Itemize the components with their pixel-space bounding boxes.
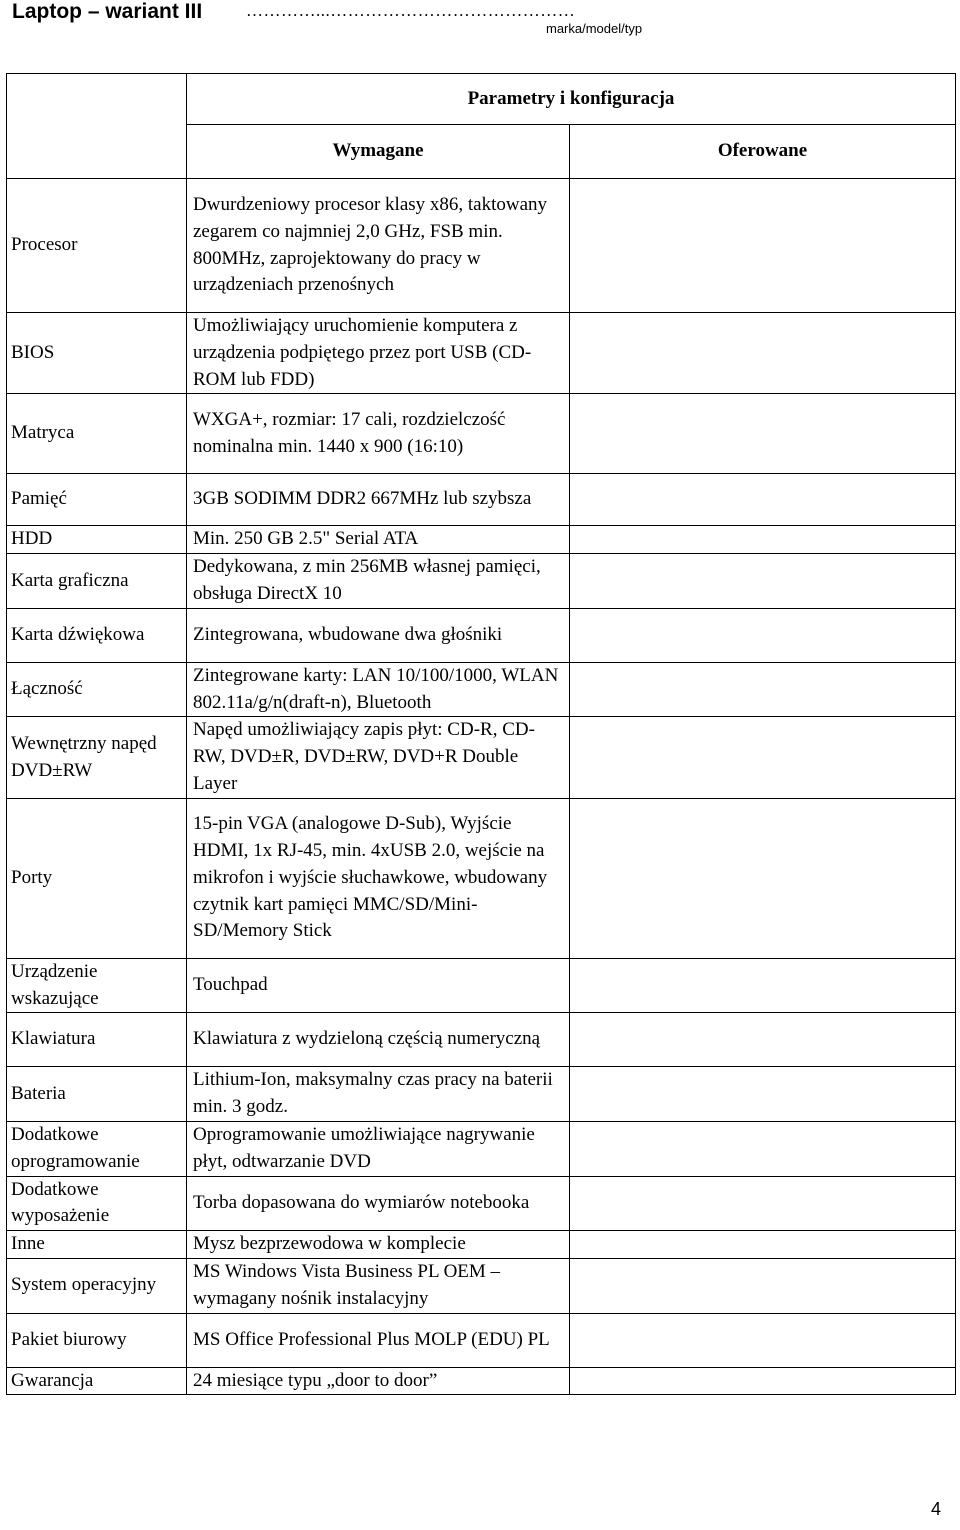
offered-value-cell[interactable] [570,1367,956,1395]
parameter-name-cell: HDD [7,526,187,554]
required-value-cell: Klawiatura z wydzieloną częścią numeryczną [187,1013,570,1067]
required-value-cell: Zintegrowane karty: LAN 10/100/1000, WLAN 802.11a/g/n(draft-n), Bluetooth [187,662,570,717]
offered-value-cell[interactable] [570,1067,956,1122]
offered-value-cell[interactable] [570,1176,956,1231]
parameter-name-cell: Urządzenie wskazujące [7,958,187,1013]
blank-corner-cell [7,125,187,179]
parameter-name-cell: System operacyjny [7,1258,187,1313]
blank-corner-cell [7,74,187,125]
parameter-name-cell: Pakiet biurowy [7,1313,187,1367]
offered-value-cell[interactable] [570,1231,956,1259]
parameter-name-cell: Karta dźwiękowa [7,608,187,662]
table-column-header-row [7,125,956,179]
offered-value-cell[interactable] [570,1313,956,1367]
parameter-name-cell: Dodatkowe oprogramowanie [7,1121,187,1176]
table-row [7,1258,956,1313]
required-value-cell: Oprogramowanie umożliwiające nagrywanie płyt, odtwarzanie DVD [187,1121,570,1176]
offered-value-cell[interactable] [570,394,956,474]
required-value-cell: WXGA+, rozmiar: 17 cali, rozdzielczość nominalna min. 1440 x 900 (16:10) [187,394,570,474]
spec-table [6,73,956,1395]
required-value-cell: Mysz bezprzewodowa w komplecie [187,1231,570,1259]
required-value-cell: Torba dopasowana do wymiarów notebooka [187,1176,570,1231]
title-fill-dots: …………...…………………………………… [246,1,576,20]
parameter-name-cell: Klawiatura [7,1013,187,1067]
table-row [7,798,956,958]
required-value-cell: Umożliwiający uruchomienie komputera z urządzenia podpiętego przez port USB (CD-ROM lub FDD) [187,313,570,394]
parameter-name-cell: Porty [7,798,187,958]
table-row [7,526,956,554]
table-row [7,1013,956,1067]
table-row [7,1121,956,1176]
parameter-name-cell: Wewnętrzny napęd DVD±RW [7,717,187,798]
table-row [7,179,956,313]
parameter-name-cell: Matryca [7,394,187,474]
required-value-cell: MS Windows Vista Business PL OEM – wymagany nośnik instalacyjny [187,1258,570,1313]
table-row [7,1067,956,1122]
required-value-cell: 15-pin VGA (analogowe D-Sub), Wyjście HDMI, 1x RJ-45, min. 4xUSB 2.0, wejście na mikrofon i wyjście słuchawkowe, wbudowany czytnik kart pamięci MMC/SD/Mini-SD/Memory Stick [187,798,570,958]
required-value-cell: Zintegrowana, wbudowane dwa głośniki [187,608,570,662]
required-value-cell: Min. 250 GB 2.5" Serial ATA [187,526,570,554]
table-row [7,1313,956,1367]
parameters-header: Parametry i konfiguracja [187,74,956,125]
table-row [7,662,956,717]
offered-value-cell[interactable] [570,474,956,526]
table-row [7,1231,956,1259]
offered-value-cell[interactable] [570,1258,956,1313]
page-number: 4 [931,1499,942,1519]
parameter-name-cell: Karta graficzna [7,554,187,609]
document-title: Laptop – wariant III [12,0,203,23]
table-row [7,554,956,609]
table-row [7,394,956,474]
offered-value-cell[interactable] [570,526,956,554]
table-row [7,474,956,526]
table-row [7,958,956,1013]
required-value-cell: Napęd umożliwiający zapis płyt: CD-R, CD-RW, DVD±R, DVD±RW, DVD+R Double Layer [187,717,570,798]
offered-value-cell[interactable] [570,662,956,717]
table-row [7,313,956,394]
parameter-name-cell: Pamięć [7,474,187,526]
offered-value-cell[interactable] [570,313,956,394]
required-value-cell: MS Office Professional Plus MOLP (EDU) PL [187,1313,570,1367]
table-row [7,1367,956,1395]
parameter-name-cell: Gwarancja [7,1367,187,1395]
title-subtitle: marka/model/typ [546,21,643,36]
parameter-name-cell: Inne [7,1231,187,1259]
required-value-cell: Touchpad [187,958,570,1013]
offered-value-cell[interactable] [570,1013,956,1067]
required-value-cell: 24 miesiące typu „door to door” [187,1367,570,1395]
offered-value-cell[interactable] [570,798,956,958]
offered-column-header: Oferowane [570,125,956,179]
required-value-cell: Dedykowana, z min 256MB własnej pamięci, obsługa DirectX 10 [187,554,570,609]
offered-value-cell[interactable] [570,1121,956,1176]
table-row [7,1176,956,1231]
offered-value-cell[interactable] [570,717,956,798]
table-row [7,717,956,798]
parameter-name-cell: Procesor [7,179,187,313]
offered-value-cell[interactable] [570,179,956,313]
offered-value-cell[interactable] [570,958,956,1013]
table-group-header-row [7,74,956,125]
required-column-header: Wymagane [187,125,570,179]
parameter-name-cell: Bateria [7,1067,187,1122]
offered-value-cell[interactable] [570,554,956,609]
parameter-name-cell: BIOS [7,313,187,394]
required-value-cell: 3GB SODIMM DDR2 667MHz lub szybsza [187,474,570,526]
parameter-name-cell: Łączność [7,662,187,717]
required-value-cell: Dwurdzeniowy procesor klasy x86, taktowany zegarem co najmniej 2,0 GHz, FSB min. 800MHz, zaprojektowany do pracy w urządzeniach przenośnych [187,179,570,313]
table-row [7,608,956,662]
parameter-name-cell: Dodatkowe wyposażenie [7,1176,187,1231]
offered-value-cell[interactable] [570,608,956,662]
required-value-cell: Lithium-Ion, maksymalny czas pracy na baterii min. 3 godz. [187,1067,570,1122]
